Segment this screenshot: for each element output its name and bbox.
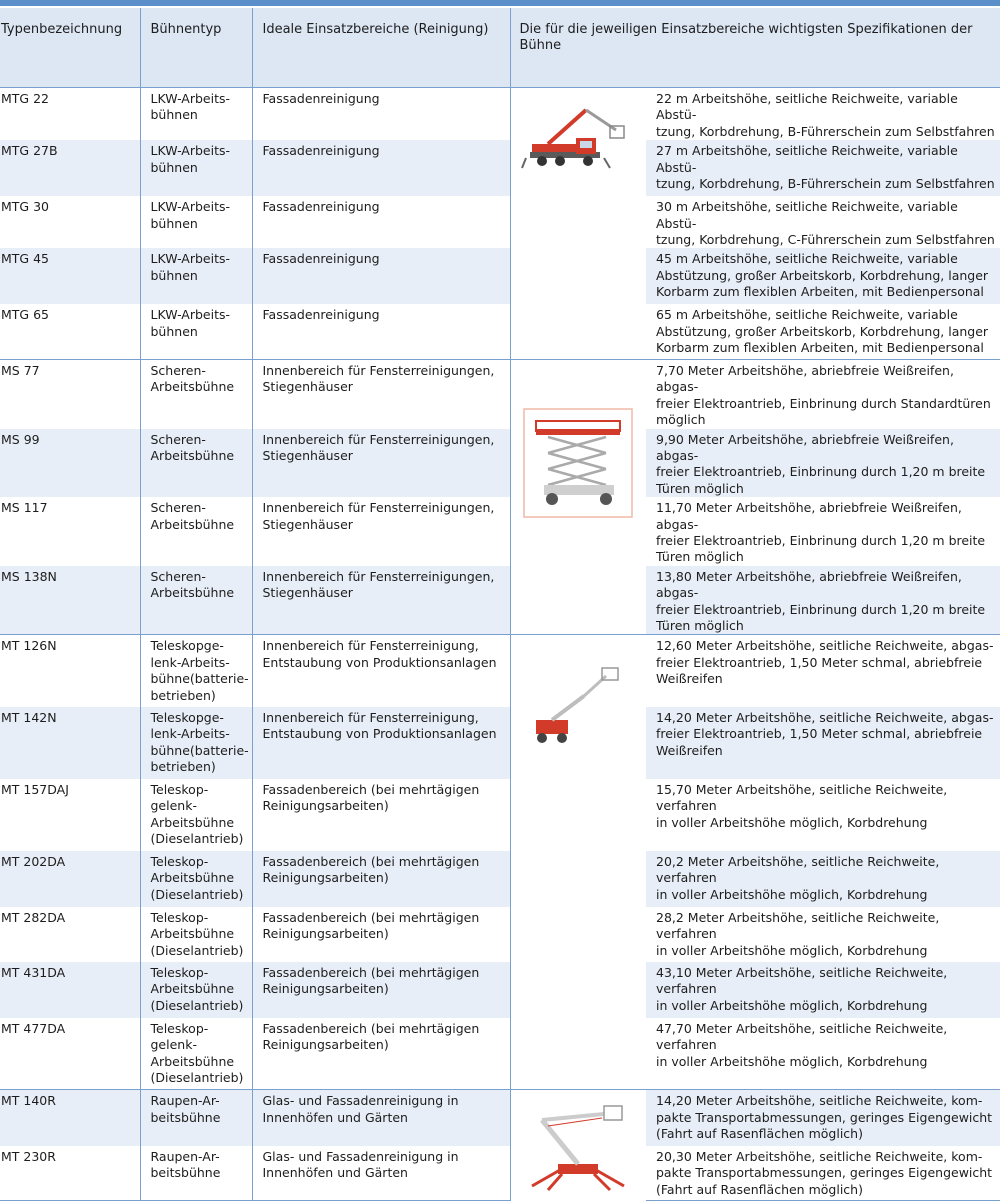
cell-usage: Fassadenreinigung bbox=[252, 196, 510, 248]
cell-usage: Glas- und Fassadenreinigung in Innenhöfen und Gärten bbox=[252, 1090, 510, 1146]
cell-specs: 30 m Arbeitshöhe, seitliche Reichweite, variable Abstü- tzung, Korbdrehung, C-Führerschein zum Selbstfahren bbox=[656, 199, 995, 248]
crawler-spider-lift-icon bbox=[518, 1098, 638, 1194]
header-usage: Ideale Einsatzbereiche (Reinigung) bbox=[252, 8, 510, 88]
header-specs: Die für die jeweiligen Einsatzbereiche wichtigsten Spezifikationen der Bühne bbox=[510, 8, 1000, 88]
cell-platform: Teleskop- Arbeitsbühne (Dieselantrieb) bbox=[140, 907, 252, 962]
table-row bbox=[0, 429, 1000, 498]
cell-type: MT 126N bbox=[0, 635, 140, 707]
cell-specs: 14,20 Meter Arbeitshöhe, seitliche Reichweite, abgas- freier Elektroantrieb, 1,50 Meter schmal, abriebfreie Weißreifen bbox=[646, 707, 1000, 779]
image-empty bbox=[510, 196, 646, 359]
cell-usage: Fassadenreinigung bbox=[252, 140, 510, 196]
cell-specs: 65 m Arbeitshöhe, seitliche Reichweite, variable Abstützung, großer Arbeitskorb, Korbdrehung, langer Korbarm zum flexiblen Arbeiten, mit Bedienpersonal bbox=[656, 307, 989, 356]
cell-usage: Fassadenbereich (bei mehrtägigen Reinigungsarbeiten) bbox=[252, 851, 510, 907]
cell-type: MT 282DA bbox=[1, 909, 66, 925]
cell-type: MT 142N bbox=[0, 707, 140, 779]
cell-specs: 13,80 Meter Arbeitshöhe, abriebfreie Weißreifen, abgas- freier Elektroantrieb, Einbrinung durch 1,20 m breite Türen möglich bbox=[646, 566, 1000, 635]
cell-specs: 20,30 Meter Arbeitshöhe, seitliche Reichweite, kom- pakte Transportabmessungen, geringes Eigengewicht (Fahrt auf Rasenflächen möglich) bbox=[646, 1146, 1000, 1201]
cell-platform: LKW-Arbeits- bühnen bbox=[140, 140, 252, 196]
table-row bbox=[0, 196, 1000, 248]
cell-type: MT 431DA bbox=[0, 962, 140, 1018]
cell-type: MT 157DAJ bbox=[1, 781, 69, 797]
top-accent-bar bbox=[0, 0, 1000, 6]
image-empty bbox=[510, 566, 646, 635]
cell-usage: Innenbereich für Fensterreinigungen, Stiegenhäuser bbox=[252, 566, 510, 635]
cell-platform: LKW-Arbeits- bühnen bbox=[140, 196, 252, 248]
header-type: Typenbezeichnung bbox=[0, 8, 140, 88]
cell-platform: Teleskop- gelenk- Arbeitsbühne (Dieselantrieb) bbox=[140, 779, 252, 851]
table-row bbox=[0, 851, 1000, 907]
image-scissor-lift bbox=[510, 359, 646, 565]
cell-usage: Innenbereich für Fensterreinigungen, Stiegenhäuser bbox=[252, 359, 510, 428]
table-row bbox=[0, 962, 1000, 1018]
cell-platform: Scheren- Arbeitsbühne bbox=[140, 429, 252, 498]
image-truck-platform bbox=[510, 88, 646, 197]
cell-type: MTG 65 bbox=[1, 307, 49, 323]
cell-type: MT 140R bbox=[0, 1090, 140, 1146]
cell-type: MT 477DA bbox=[1, 1020, 66, 1036]
table-row bbox=[0, 497, 1000, 566]
cell-type: MS 138N bbox=[0, 566, 140, 635]
cell-type: MTG 27B bbox=[0, 140, 140, 196]
cell-specs: 28,2 Meter Arbeitshöhe, seitliche Reichweite, verfahren in voller Arbeitshöhe möglich, Korbdrehung bbox=[656, 909, 940, 958]
cell-type: MS 99 bbox=[0, 429, 140, 498]
cell-platform: Scheren- Arbeitsbühne bbox=[140, 566, 252, 635]
cell-usage: Fassadenreinigung bbox=[252, 248, 510, 304]
cell-usage: Fassadenbereich (bei mehrtägigen Reinigungsarbeiten) bbox=[252, 1018, 510, 1090]
cell-usage: Fassadenbereich (bei mehrtägigen Reinigungsarbeiten) bbox=[252, 779, 510, 851]
cell-platform: Teleskop- Arbeitsbühne (Dieselantrieb) bbox=[140, 851, 252, 907]
image-crawler-lift bbox=[510, 1090, 646, 1201]
cell-usage: Innenbereich für Fensterreinigung, Entstaubung von Produktionsanlagen bbox=[252, 635, 510, 707]
header-platform: Bühnentyp bbox=[140, 8, 252, 88]
image-empty bbox=[510, 779, 646, 1090]
cell-usage: Innenbereich für Fensterreinigung, Entstaubung von Produktionsanlagen bbox=[252, 707, 510, 779]
table-row bbox=[0, 304, 1000, 359]
cell-platform: Teleskopge- lenk-Arbeits- bühne(batterie- betrieben) bbox=[140, 707, 252, 779]
cell-specs: 22 m Arbeitshöhe, seitliche Reichweite, variable Abstü- tzung, Korbdrehung, B-Führerschein zum Selbstfahren bbox=[656, 91, 995, 139]
cell-platform: Raupen-Ar- beitsbühne bbox=[140, 1146, 252, 1201]
cell-specs: 47,70 Meter Arbeitshöhe, seitliche Reichweite, verfahren in voller Arbeitshöhe möglich, Korbdrehung bbox=[656, 1020, 948, 1069]
cell-specs: 9,90 Meter Arbeitshöhe, abriebfreie Weißreifen, abgas- freier Elektroantrieb, Einbrinung durch 1,20 m breite Türen möglich bbox=[646, 429, 1000, 498]
cell-platform: Teleskop- gelenk- Arbeitsbühne (Dieselantrieb) bbox=[140, 1018, 252, 1090]
cell-usage: Fassadenbereich (bei mehrtägigen Reinigungsarbeiten) bbox=[252, 907, 510, 962]
cell-usage: Innenbereich für Fensterreinigungen, Stiegenhäuser bbox=[252, 497, 510, 566]
platform-table bbox=[0, 8, 1000, 1201]
cell-type: MT 230R bbox=[0, 1146, 140, 1201]
cell-specs: 11,70 Meter Arbeitshöhe, abriebfreie Weißreifen, abgas- freier Elektroantrieb, Einbrinung durch 1,20 m breite Türen möglich bbox=[656, 500, 986, 565]
cell-usage: Fassadenbereich (bei mehrtägigen Reinigungsarbeiten) bbox=[252, 962, 510, 1018]
cell-type: MT 202DA bbox=[0, 851, 140, 907]
table-row bbox=[0, 707, 1000, 779]
table-row bbox=[0, 566, 1000, 635]
cell-type: MTG 45 bbox=[0, 248, 140, 304]
table-row bbox=[0, 635, 1000, 707]
cell-platform: LKW-Arbeits- bühnen bbox=[140, 304, 252, 359]
table-row bbox=[0, 140, 1000, 196]
cell-specs: 45 m Arbeitshöhe, seitliche Reichweite, variable Abstützung, großer Arbeitskorb, Korbdrehung, langer Korbarm zum flexiblen Arbeiten, mit Bedienpersonal bbox=[646, 248, 1000, 304]
cell-specs: 20,2 Meter Arbeitshöhe, seitliche Reichweite, verfahren in voller Arbeitshöhe möglich, Korbdrehung bbox=[646, 851, 1000, 907]
cell-type: MS 117 bbox=[1, 500, 48, 516]
cell-type: MS 77 bbox=[0, 359, 140, 428]
table-row bbox=[0, 248, 1000, 304]
table-row bbox=[0, 779, 1000, 851]
cell-platform: Raupen-Ar- beitsbühne bbox=[140, 1090, 252, 1146]
cell-specs: 12,60 Meter Arbeitshöhe, seitliche Reichweite, abgas- freier Elektroantrieb, 1,50 Meter schmal, abriebfreie Weißreifen bbox=[646, 635, 1000, 707]
table-row bbox=[0, 359, 1000, 428]
truck-platform-icon bbox=[518, 102, 638, 182]
cell-platform: Scheren- Arbeitsbühne bbox=[140, 497, 252, 566]
table-row bbox=[0, 88, 1000, 141]
cell-specs: 43,10 Meter Arbeitshöhe, seitliche Reichweite, verfahren in voller Arbeitshöhe möglich, Korbdrehung bbox=[646, 962, 1000, 1018]
cell-type: MTG 30 bbox=[1, 199, 49, 215]
cell-usage: Innenbereich für Fensterreinigungen, Stiegenhäuser bbox=[252, 429, 510, 498]
cell-specs: 27 m Arbeitshöhe, seitliche Reichweite, variable Abstü- tzung, Korbdrehung, B-Führerschein zum Selbstfahren bbox=[646, 140, 1000, 196]
cell-platform: Scheren- Arbeitsbühne bbox=[140, 359, 252, 428]
cell-platform: Teleskop- Arbeitsbühne (Dieselantrieb) bbox=[140, 962, 252, 1018]
cell-specs: 7,70 Meter Arbeitshöhe, abriebfreie Weißreifen, abgas- freier Elektroantrieb, Einbrinung durch Standardtüren möglich bbox=[646, 359, 1000, 428]
cell-usage: Fassadenreinigung bbox=[252, 304, 510, 359]
table-row bbox=[0, 907, 1000, 962]
cell-type: MTG 22 bbox=[1, 91, 49, 106]
image-boom-lift bbox=[510, 635, 646, 779]
table-row bbox=[0, 1146, 1000, 1201]
scissor-lift-icon bbox=[522, 407, 634, 519]
table-row bbox=[0, 1090, 1000, 1146]
cell-platform: LKW-Arbeits- bühnen bbox=[140, 88, 252, 141]
cell-specs: 14,20 Meter Arbeitshöhe, seitliche Reichweite, kom- pakte Transportabmessungen, geringes Eigengewicht (Fahrt auf Rasenflächen möglich) bbox=[646, 1090, 1000, 1146]
table-row bbox=[0, 1018, 1000, 1090]
cell-platform: Teleskopge- lenk-Arbeits- bühne(batterie- betrieben) bbox=[140, 635, 252, 707]
cell-usage: Fassadenreinigung bbox=[252, 88, 510, 141]
cell-specs: 15,70 Meter Arbeitshöhe, seitliche Reichweite, verfahren in voller Arbeitshöhe möglich, Korbdrehung bbox=[656, 781, 948, 830]
cell-platform: LKW-Arbeits- bühnen bbox=[140, 248, 252, 304]
articulating-boom-lift-icon bbox=[528, 662, 628, 752]
table-header-row bbox=[0, 8, 1000, 88]
cell-usage: Glas- und Fassadenreinigung in Innenhöfen und Gärten bbox=[252, 1146, 510, 1201]
